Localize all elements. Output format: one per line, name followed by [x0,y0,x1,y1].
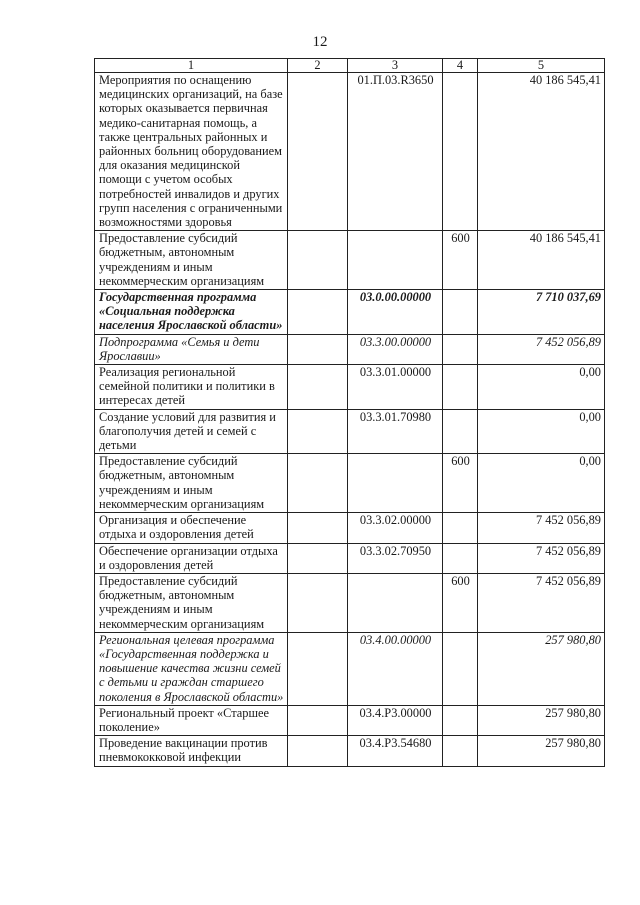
row-col2-cell [288,334,348,364]
table-row [95,231,605,290]
row-col2-cell [288,365,348,410]
table-body [95,73,605,767]
row-amount-cell: 7 452 056,89 [478,334,605,364]
row-code-cell: 03.3.01.70980 [348,409,443,454]
row-amount-cell: 0,00 [478,365,605,410]
row-type-cell [443,365,478,410]
row-type-cell [443,409,478,454]
row-amount-cell: 257 980,80 [478,705,605,735]
table-row [95,334,605,364]
row-code-cell: 03.3.01.00000 [348,365,443,410]
row-col2-cell [288,573,348,632]
row-col2-cell [288,632,348,705]
row-name-cell: Государственная программа «Социальная поддержка населения Ярославской области» [95,290,288,335]
row-type-cell [443,290,478,335]
column-header: 3 [348,59,443,73]
row-col2-cell [288,543,348,573]
row-name-cell: Региональный проект «Старшее поколение» [95,705,288,735]
row-name-cell: Проведение вакцинации против пневмококковой инфекции [95,736,288,766]
table-row [95,736,605,766]
page-number: 12 [312,34,328,50]
row-type-cell: 600 [443,454,478,513]
row-code-cell [348,573,443,632]
row-col2-cell [288,409,348,454]
row-col2-cell [288,454,348,513]
row-amount-cell: 7 452 056,89 [478,543,605,573]
row-col2-cell [288,231,348,290]
row-code-cell: 03.4.00.00000 [348,632,443,705]
row-code-cell: 03.4.Р3.00000 [348,705,443,735]
row-code-cell: 03.3.02.70950 [348,543,443,573]
row-amount-cell: 257 980,80 [478,736,605,766]
column-header: 2 [288,59,348,73]
row-code-cell: 03.3.02.00000 [348,513,443,543]
column-header: 4 [443,59,478,73]
row-col2-cell [288,705,348,735]
row-type-cell: 600 [443,573,478,632]
row-col2-cell [288,73,348,231]
table-row [95,573,605,632]
row-col2-cell [288,736,348,766]
table-row [95,290,605,335]
table-header-row [95,59,605,73]
row-type-cell [443,543,478,573]
row-name-cell: Предоставление субсидий бюджетным, автономным учреждениям и иным некоммерческим организациям [95,573,288,632]
row-name-cell: Обеспечение организации отдыха и оздоровления детей [95,543,288,573]
row-type-cell [443,632,478,705]
row-name-cell: Региональная целевая программа «Государственная поддержка и повышение качества жизни семей с детьми и граждан старшего поколения в Ярославской области» [95,632,288,705]
budget-table [94,58,605,767]
table-row [95,73,605,231]
row-amount-cell: 0,00 [478,409,605,454]
row-code-cell: 03.4.Р3.54680 [348,736,443,766]
table-row [95,409,605,454]
row-name-cell: Организация и обеспечение отдыха и оздоровления детей [95,513,288,543]
column-header: 5 [478,59,605,73]
row-col2-cell [288,290,348,335]
table-row [95,365,605,410]
row-code-cell [348,454,443,513]
row-type-cell [443,334,478,364]
row-amount-cell: 7 452 056,89 [478,513,605,543]
row-code-cell [348,231,443,290]
row-code-cell: 01.П.03.R3650 [348,73,443,231]
row-amount-cell: 7 710 037,69 [478,290,605,335]
row-name-cell: Подпрограмма «Семья и дети Ярославии» [95,334,288,364]
row-name-cell: Предоставление субсидий бюджетным, автономным учреждениям и иным некоммерческим организациям [95,454,288,513]
row-type-cell [443,736,478,766]
row-col2-cell [288,513,348,543]
row-amount-cell: 257 980,80 [478,632,605,705]
row-type-cell [443,73,478,231]
row-amount-cell: 40 186 545,41 [478,231,605,290]
table-row [95,543,605,573]
table-row [95,632,605,705]
row-name-cell: Предоставление субсидий бюджетным, автономным учреждениям и иным некоммерческим организациям [95,231,288,290]
table-row [95,513,605,543]
row-name-cell: Мероприятия по оснащению медицинских организаций, на базе которых оказывается первичная медико-санитарная помощь, а также центральных районных и районных больниц оборудованием для оказания медицинской помощи с учетом особых потребностей инвалидов и других групп населения с ограниченными возможностями здоровья [95,73,288,231]
row-name-cell: Реализация региональной семейной политики и политики в интересах детей [95,365,288,410]
row-amount-cell: 7 452 056,89 [478,573,605,632]
row-amount-cell: 40 186 545,41 [478,73,605,231]
row-type-cell [443,705,478,735]
row-type-cell [443,513,478,543]
row-code-cell: 03.0.00.00000 [348,290,443,335]
table-row [95,705,605,735]
row-type-cell: 600 [443,231,478,290]
row-amount-cell: 0,00 [478,454,605,513]
row-name-cell: Создание условий для развития и благополучия детей и семей с детьми [95,409,288,454]
table-row [95,454,605,513]
row-code-cell: 03.3.00.00000 [348,334,443,364]
column-header: 1 [95,59,288,73]
